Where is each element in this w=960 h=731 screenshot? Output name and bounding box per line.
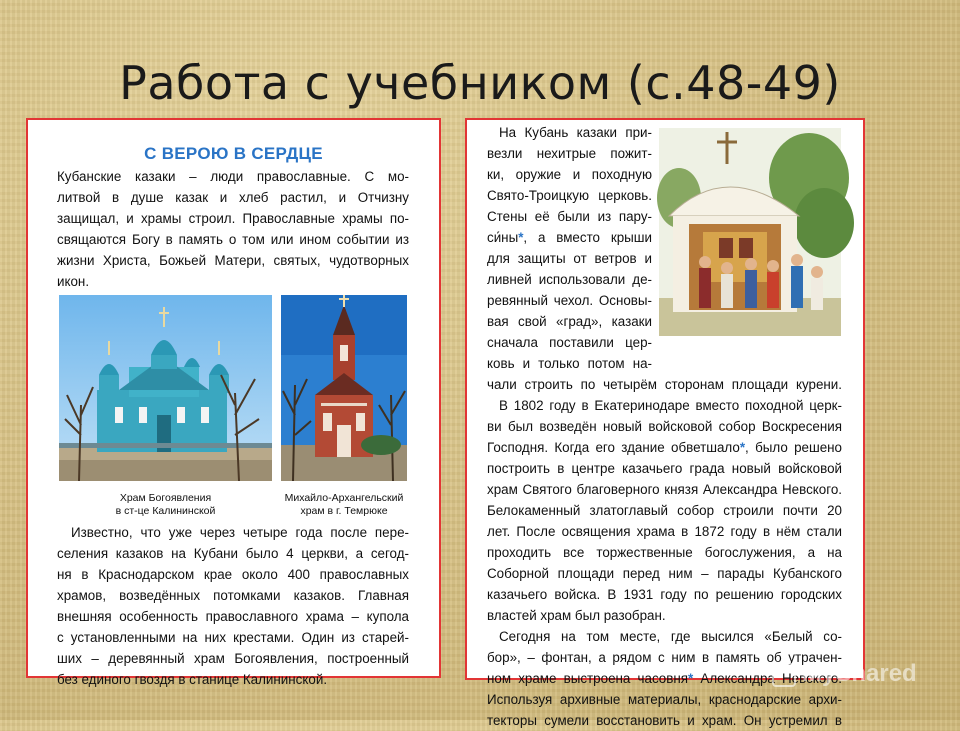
text-line: ливней использовали де- [487, 272, 652, 287]
intro-paragraph [57, 166, 409, 292]
text-line: икон. [57, 274, 90, 289]
text-line: храмов, возведённых потомками казаков. Главная [57, 588, 409, 603]
caption-archangel-church [281, 492, 407, 518]
photo-epiphany-church [59, 295, 272, 481]
text-line: без единого гвоздя в станице Калининской. [57, 672, 328, 687]
text-line: защищал, и храмы строил. Православные храмы по- [57, 211, 409, 226]
text-line: селения казаков на Кубани было 4 церкви, а сегод- [57, 546, 409, 561]
text-line: вая свой «град», казаки [487, 314, 652, 329]
text-line: ших – деревянный храм Богоявления, построенный [57, 651, 409, 666]
text-line: литвой в душе казак и хлеб растил, и Отчизну [57, 190, 409, 205]
narrow-paragraph [487, 122, 652, 374]
text-line: Господня. Когда его здание обветшало*, было решено [487, 440, 843, 455]
text-line: властей храм был разобран. [487, 608, 666, 623]
illustration-tent-church [659, 128, 841, 336]
text-line: ревянный чехол. Основы- [487, 293, 652, 308]
caption-epiphany-church [59, 492, 272, 518]
text-line: храм Святого благоверного князя Александра Невского. [487, 482, 842, 497]
text-line: чали строить по четырём сторонам площади курени. [487, 377, 842, 392]
text-line: свящаются Богу в память о том или ином событии из [57, 232, 409, 247]
text-line: Соборной площади перед ним – парады Кубанского [487, 566, 842, 581]
text-line: ви был возведён новый войсковой собор Воскресения [487, 419, 842, 434]
watermark-text: MyShared [802, 660, 917, 687]
text-line: Используя архивные материалы, краснодарские архи- [487, 692, 842, 707]
myshared-logo-icon [772, 663, 796, 687]
text-line: Кубанские казаки – люди православные. С мо- [57, 169, 409, 184]
text-line: ки, оружие и походную [487, 167, 652, 182]
watermark-logo [772, 660, 917, 688]
text-line: ня в Краснодарском крае около 400 православных [57, 567, 409, 582]
text-line: ном храме выстроена часовня* Александра Невского. [487, 671, 842, 686]
text-line: Известно, что уже через четыре года после пере- [71, 525, 409, 540]
footnote-asterisk: * [518, 230, 524, 245]
caption-line: храм в г. Темрюке [300, 505, 388, 517]
text-line: проходить все торжественные богослужения, а на [487, 545, 842, 560]
caption-line: в ст-це Калининской [115, 505, 216, 517]
footnote-asterisk: * [739, 440, 746, 455]
text-line: В 1802 году в Екатеринодаре вместо походной церк- [499, 398, 842, 413]
text-line: казачьего войска. В 1931 году по решению городских [487, 587, 842, 602]
slide-title: Работа с учебником (с.48-49) [119, 56, 841, 110]
text-line: бор», – фонтан, а рядом с ним в память об утрачен- [487, 650, 842, 665]
text-line: везли нехитрые пожит- [487, 146, 652, 161]
text-line: Стены её были из пару- [487, 209, 652, 224]
text-line: Сегодня на том месте, где высился «Белый со- [499, 629, 842, 644]
body-paragraph [57, 522, 409, 690]
text-line: Белокаменный златоглавый собор строили почти 20 [487, 503, 842, 518]
text-line: На Кубань казаки при- [499, 125, 652, 140]
text-line: текторы сумели восстановить и храм. Он устремил в [487, 713, 842, 728]
text-line: с установленными на них крестами. Один из старей- [57, 630, 409, 645]
text-line: си́ны*, а вместо крыши [487, 230, 652, 245]
text-line: построить в центре казачьего града новый войсковой [487, 461, 842, 476]
caption-line: Храм Богоявления [119, 492, 212, 504]
textbook-page-left [26, 118, 441, 687]
caption-line: Михайло-Архангельский [284, 492, 404, 504]
footnote-asterisk: * [688, 671, 694, 686]
section-heading: С ВЕРОЮ В СЕРДЦЕ [144, 144, 323, 163]
text-line: жизни Христа, Божьей Матери, святых, чудотворных [57, 253, 409, 268]
text-line: внешняя особенность православного храма – купола [57, 609, 409, 624]
text-line: для защиты от ветров и [487, 251, 652, 266]
text-line: сначала поставили цер- [487, 335, 652, 350]
text-line: Свято-Троицкую церковь. [487, 188, 652, 203]
text-line: ковь и только потом на- [487, 356, 652, 371]
photo-archangel-church [281, 295, 407, 481]
text-line: лет. После освящения храма в 1872 году в нём стали [487, 524, 842, 539]
